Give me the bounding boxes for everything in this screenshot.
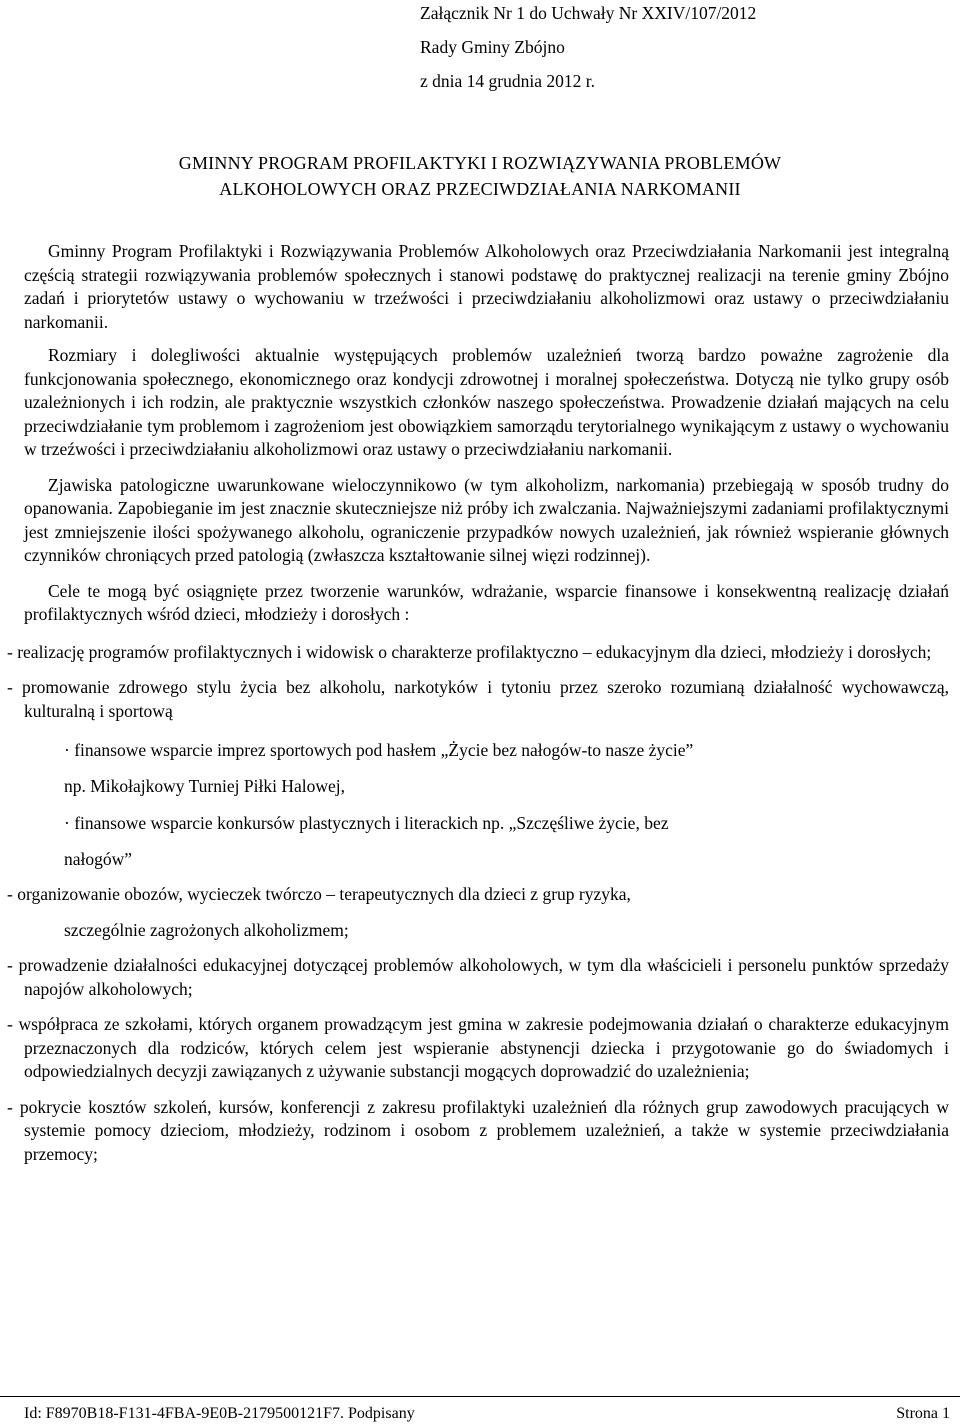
footer-page-number: Strona 1 bbox=[896, 1405, 950, 1422]
sub-item-tournament: np. Mikołajkowy Turniej Piłki Halowej, bbox=[64, 775, 345, 796]
document-footer bbox=[0, 1396, 960, 1422]
paragraph-problems: Rozmiary i dolegliwości aktualnie występujących problemów uzależnień tworzą bardzo poważne zagrożenie dla funkcjonowania społecznego, ekonomicznego oraz kondycji zdrowotnej i moralnej społeczeństwa. Dotyczą nie tylko grupy osób uzależnionych i ich rodzin, ale praktycznie wszystkich członków naszego społeczeństwa. Prowadzenie działań mających na celu przeciwdziałanie tym problemom i zagrożeniom jest obowiązkiem samorządu terytorialnego wynikającym z ustawy o wychowaniu w trzeźwości i przeciwdziałaniu alkoholizmowi oraz ustawy o przeciwdziałaniu narkomanii. bbox=[24, 345, 949, 459]
paragraph-goals: Cele te mogą być osiągnięte przez tworzenie warunków, wdrażanie, wsparcie finansowe i konsekwentną realizację działań profilaktycznych wśród dzieci, młodzieży i dorosłych : bbox=[24, 580, 949, 624]
title-line-1: GMINNY PROGRAM PROFILAKTYKI I ROZWIĄZYWANIA PROBLEMÓW bbox=[178, 153, 782, 173]
header-date-line: z dnia 14 grudnia 2012 r. bbox=[420, 71, 595, 91]
header-council-line: Rady Gminy Zbójno bbox=[420, 37, 565, 57]
sub-item-contests-cont: nałogów” bbox=[64, 848, 133, 869]
list-item-education: - prowadzenie działalności edukacyjnej dotyczącej problemów alkoholowych, w tym dla właścicieli i personelu punktów sprzedaży napojów alkoholowych; bbox=[7, 955, 949, 999]
title-line-2: ALKOHOLOWYCH ORAZ PRZECIWDZIAŁANIA NARKOMANII bbox=[219, 179, 741, 199]
footer-signature-id: Id: F8970B18-F131-4FBA-9E0B-2179500121F7. Podpisany bbox=[24, 1405, 415, 1422]
list-item-schools: - współpraca ze szkołami, których organem prowadzącym jest gmina w zakresie podejmowania działań o charakterze edukacyjnym przeznaczonych dla rodziców, których celem jest wspieranie abstynencji dziecka i przygotowanie go do świadomych i odpowiedzialnych decyzji zawiązanych z używanie substancji mogących doprowadzić do uzależnienia; bbox=[7, 1014, 949, 1081]
document-header bbox=[420, 0, 840, 102]
paragraph-pathology: Zjawiska patologiczne uwarunkowane wieloczynnikowo (w tym alkoholizm, narkomania) przebiegają w sposób trudny do opanowania. Zapobieganie im jest znacznie skuteczniejsze niż próby ich zwalczania. Najważniejszymi zadaniami profilaktycznymi jest zmniejszenie ilości spożywanego alkoholu, ograniczenie przypadków nowych uzależnień, jak również wspieranie głównych czynników chroniących przed patologią (zwłaszcza kształtowanie silnej więzi rodzinnej). bbox=[24, 474, 949, 565]
document-title bbox=[0, 150, 960, 202]
list-item-healthy-lifestyle: - promowanie zdrowego stylu życia bez alkoholu, narkotyków i tytoniu przez szeroko rozumianą działalność wychowawczą, kulturalną i sportową bbox=[7, 677, 949, 721]
document-body bbox=[7, 240, 949, 1166]
list-item-camps-cont: szczególnie zagrożonych alkoholizmem; bbox=[64, 919, 349, 940]
list-item-camps: - organizowanie obozów, wycieczek twórczo – terapeutycznych dla dzieci z grup ryzyka, bbox=[7, 884, 631, 904]
sub-item-contests: · finansowe wsparcie konkursów plastycznych i literackich np. „Szczęśliwe życie, bez bbox=[64, 813, 669, 833]
list-item-trainings: - pokrycie kosztów szkoleń, kursów, konferencji z zakresu profilaktyki uzależnień dla różnych grup zawodowych pracujących w systemie pomocy dzieciom, młodzieży, rodzinom i osobom z problemem uzależnień, a także w systemie przeciwdziałania przemocy; bbox=[7, 1096, 949, 1164]
header-resolution-line: Załącznik Nr 1 do Uchwały Nr XXIV/107/2012 bbox=[420, 3, 757, 23]
sub-item-sport-events: · finansowe wsparcie imprez sportowych pod hasłem „Życie bez nałogów-to nasze życie” bbox=[64, 740, 694, 760]
paragraph-intro: Gminny Program Profilaktyki i Rozwiązywania Problemów Alkoholowych oraz Przeciwdziałania Narkomanii jest integralną częścią strategii rozwiązywania problemów społecznych i stanowi podstawę do praktycznej realizacji na terenie gminy Zbójno zadań i priorytetów ustawy o wychowaniu w trzeźwości i przeciwdziałaniu alkoholizmowi oraz ustawy o przeciwdziałaniu narkomanii. bbox=[24, 241, 949, 332]
list-item-programs: - realizację programów profilaktycznych i widowisk o charakterze profilaktyczno – edukacyjnym dla dzieci, młodzieży i dorosłych; bbox=[7, 641, 932, 662]
